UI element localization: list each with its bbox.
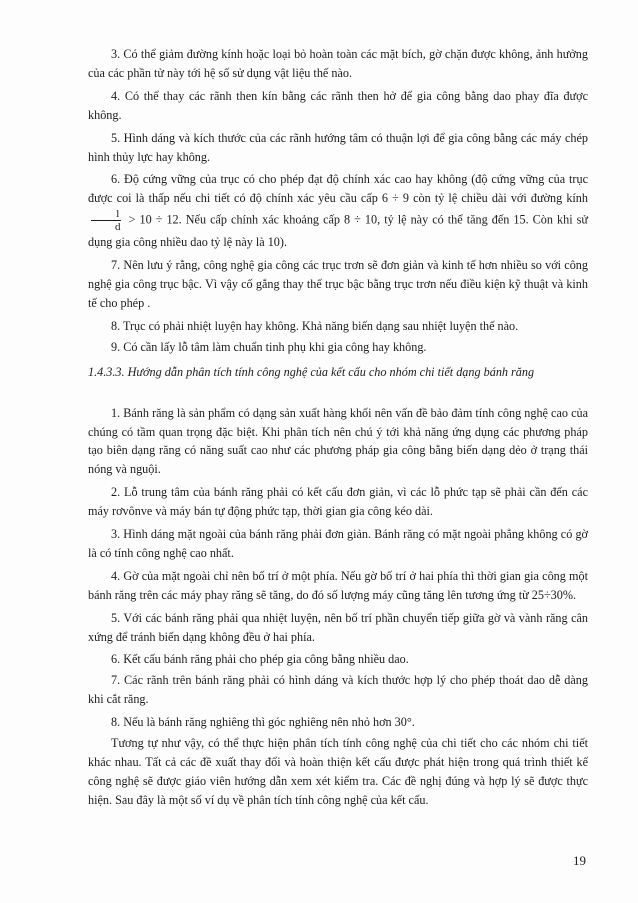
gear-item-8: 8. Nếu là bánh răng nghiêng thì góc nghiêng nên nhỏ hơn 30°. [111, 715, 415, 730]
gear-item-6: 6. Kết cấu bánh răng phải cho phép gia công bằng nhiều dao. [111, 652, 409, 667]
paragraph-item-7: 7. Nên lưu ý rằng, công nghệ gia công các trục trơn sẽ đơn giản và kinh tế hơn nhiều so với công nghệ gia công trục bậc. Vì vậy cố gắng thay thế trục bậc bằng trục trơn nếu điều kiện kỹ thuật và kinh tế cho phép . [88, 258, 588, 310]
gear-item-1: 1. Bánh răng là sản phẩm có dạng sản xuất hàng khối nên vấn đề bảo đảm tính công nghệ cao của chúng có tầm quan trọng đặc biệt. Khi phân tích nên chú ý tới khả năng ứng dụng các phương pháp tạo biên dạng răng có năng suất cao như các phương pháp gia công bằng biến dạng dẻo ở trạng thái nóng và nguội. [88, 405, 588, 477]
gear-item-5: 5. Với các bánh răng phải qua nhiệt luyện, nên bố trí phần chuyển tiếp giữa gờ và vành răng cân xứng để tránh biến dạng không đều ở hai phía. [88, 610, 588, 644]
gear-item-4: 4. Gờ của mặt ngoài chỉ nên bố trí ở một phía. Nếu gờ bố trí ở hai phía thì thời gian gia công một bánh răng trên các máy phay răng sẽ tăng, do đó số lượng máy cũng tăng lên tương ứng từ 25÷30%. [88, 568, 588, 602]
page-number: 19 [573, 853, 586, 868]
section-heading: 1.4.3.3. Hướng dẫn phân tích tính công nghệ của kết cấu cho nhóm chi tiết dạng bánh răng [88, 364, 535, 379]
gear-item-2: 2. Lỗ trung tâm của bánh răng phải có kết cấu đơn giản, vì các lỗ phức tạp sẽ phải cần đến các máy rơvônve và máy bán tự động phức tạp, thời gian gia công kéo dài. [88, 485, 588, 519]
paragraph-item-8: 8. Trục có phải nhiệt luyện hay không. Khả năng biến dạng sau nhiệt luyện thế nào. [111, 318, 519, 333]
paragraph-item-9: 9. Có cần lấy lỗ tâm làm chuẩn tinh phụ khi gia công hay không. [111, 339, 427, 354]
gear-item-3: 3. Hình dáng mặt ngoài của bánh răng phải đơn giản. Bánh răng có mặt ngoài phẳng không có gờ là có tính công nghệ cao nhất. [88, 527, 588, 560]
paragraph-item-6 [88, 170, 588, 252]
length-diameter-fraction [90, 208, 123, 233]
paragraph-item-5: 5. Hình dáng và kích thước của các rãnh hướng tâm có thuận lợi để gia công bằng các máy chép hình thủy lực hay không. [88, 130, 588, 164]
page-content [88, 45, 588, 814]
paragraph-item-4: 4. Có thể thay các rãnh then kín bằng các rãnh then hở để gia công bằng dao phay đĩa được không. [88, 88, 588, 122]
item-6-text-part1: 6. Độ cứng vững của trục có cho phép đạt độ chính xác cao hay không (độ cứng vững của trục được coi là thấp nếu chi tiết có độ chính xác yêu cầu cấp 6 ÷ 9 còn tỷ lệ chiều dài với đường kính [88, 172, 588, 206]
gear-item-7: 7. Các rãnh trên bánh răng phải có hình dáng và kích thước hợp lý cho phép thoát dao dễ dàng khi cắt răng. [88, 673, 588, 707]
fraction-numerator: l [91, 208, 121, 221]
paragraph-item-3: 3. Có thể giảm đường kính hoặc loại bỏ hoàn toàn các mặt bích, gờ chặn được không, ảnh hưởng của các phần tử này tới hệ số sử dụng vật liệu thế nào. [88, 47, 588, 80]
item-6-text-part2: > 10 ÷ 12. Nếu cấp chính xác khoảng cấp 8 ÷ 10, tỷ lệ này có thể tăng đến 15. Còn khi sử dụng gia công nhiều dao tỷ lệ này là 10). [88, 212, 589, 250]
fraction-denominator: d [115, 221, 121, 234]
closing-paragraph: Tương tự như vậy, có thể thực hiện phân tích tính công nghệ của chi tiết cho các nhóm chi tiết khác nhau. Tất cả các đề xuất thay đổi và hoàn thiện kết cấu được phát hiện trong quá trình thiết kế công nghệ sẽ được giáo viên hướng dẫn xem xét kiểm tra. Các đề nghị đúng và hợp lý sẽ được thực hiện. Sau đây là một số ví dụ về phân tích tính công nghệ của kết cấu. [88, 736, 588, 807]
